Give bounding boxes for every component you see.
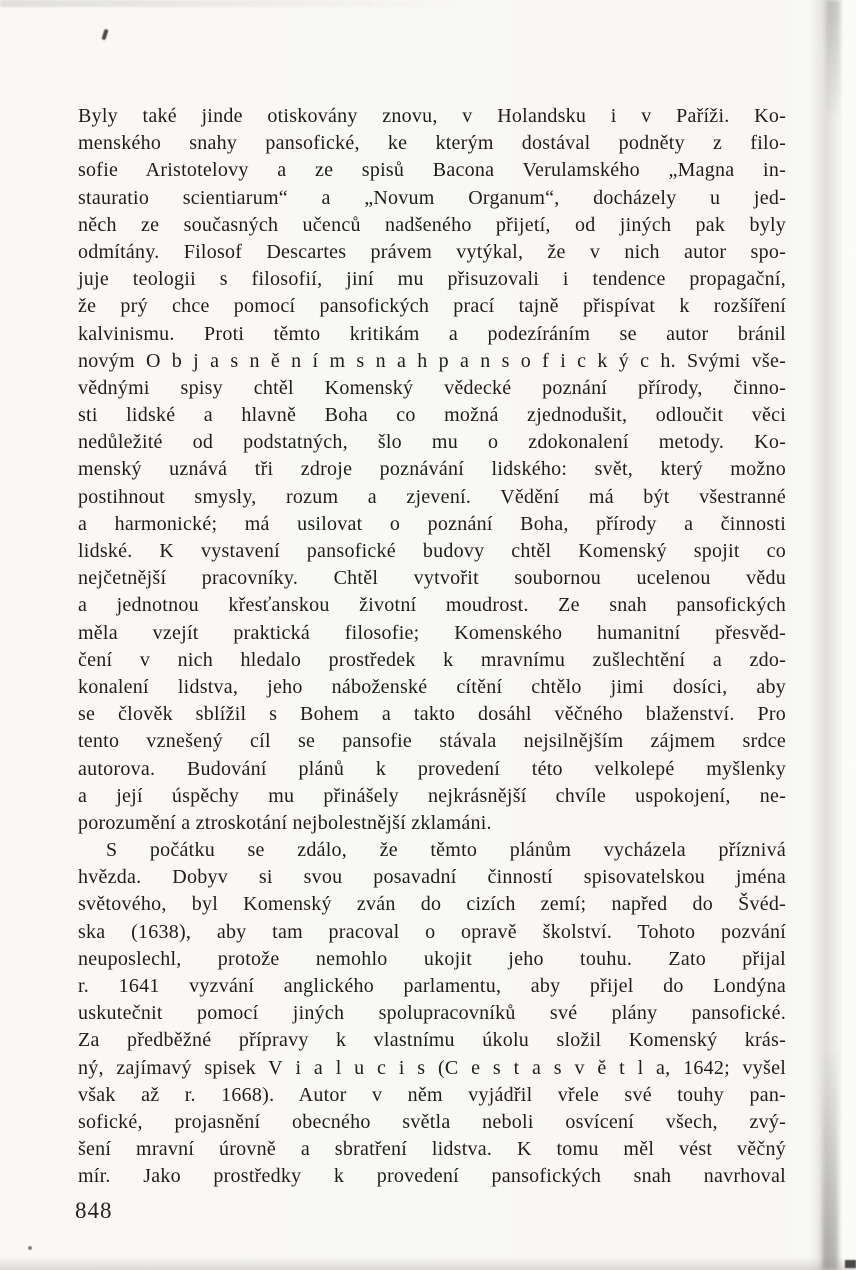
text-line: ný, zajímavý spisek V i a l u c i s (C e s t a s v ě t l a, 1642; vyšel xyxy=(78,1056,786,1079)
ink-speck xyxy=(101,29,108,41)
text-line: a harmonické; má usilovat o poznání Boha, přírody a činnosti xyxy=(78,512,786,535)
text-line: stauratio scientiarum“ a „Novum Organum“, docházely u jed- xyxy=(78,186,786,209)
text-line: kalvinismu. Proti těmto kritikám a podezíráním se autor bránil xyxy=(78,322,786,345)
text-line: něch ze současných učenců nadšeného přijetí, od jiných pak byly xyxy=(78,213,786,236)
page-edge-shadow-bottom xyxy=(822,1050,838,1270)
scan-corner-mark xyxy=(845,1260,856,1268)
text-line: novým O b j a s n ě n í m s n a h p a n s o f i c k ý c h. Svými vše- xyxy=(78,349,786,372)
text-line: sti lidské a hlavně Boha co možná zjednodušit, odloučit věci xyxy=(78,404,786,427)
text-line: měla vzejít praktická filosofie; Komenského humanitní přesvěd- xyxy=(78,621,786,644)
page-number: 848 xyxy=(75,1198,113,1223)
text-line: nedůležité od podstatných, šlo mu o zdokonalení metody. Ko- xyxy=(78,431,786,454)
text-line: se člověk sblížil s Bohem a takto dosáhl věčného blaženství. Pro xyxy=(78,703,786,726)
text-line: mír. Jako prostředky k provedení pansofických snah navrhoval xyxy=(78,1165,786,1188)
text-line: postihnout smysly, rozum a zjevení. Vědění má být všestranné xyxy=(78,485,786,508)
text-line: nejčetnější pracovníky. Chtěl vytvořit soubornou ucelenou vědu xyxy=(78,567,786,590)
text-line: však až r. 1668). Autor v něm vyjádřil vřele své touhy pan- xyxy=(78,1083,786,1106)
scan-edge-bottom xyxy=(0,1257,856,1270)
text-line: neuposlechl, protože nemohlo ukojit jeho touhu. Zato přijal xyxy=(78,947,786,970)
text-line: světového, byl Komenský zván do cizích zemí; napřed do Švéd- xyxy=(78,893,786,916)
text-line: čení v nich hledalo prostředek k mravnímu zušlechtění a zdo- xyxy=(78,648,786,671)
text-line: tento vznešený cíl se pansofie stávala nejsilnějším zájmem srdce xyxy=(78,730,786,753)
text-line: r. 1641 vyzvání anglického parlamentu, aby přijel do Londýna xyxy=(78,975,786,997)
text-line: S počátku se zdálo, že těmto plánům vycházela příznivá xyxy=(106,839,786,862)
ink-speck xyxy=(28,1246,32,1250)
text-line: konalení lidstva, jeho náboženské cítění chtělo jimi dosíci, aby xyxy=(78,675,786,698)
text-line: sofické, projasnění obecného světla neboli osvícení všech, zvý- xyxy=(78,1110,786,1133)
text-line: a její úspěchy mu přinášely nejkrásnější chvíle uspokojení, ne- xyxy=(78,784,786,807)
text-line: vědnými spisy chtěl Komenský vědecké poznání přírody, činno- xyxy=(78,376,786,399)
text-line: Byly také jinde otiskovány znovu, v Holandsku i v Paříži. Ko- xyxy=(78,105,786,127)
text-line: lidské. K vystavení pansofické budovy chtěl Komenský spojit co xyxy=(78,540,786,562)
text-line: menský uznává tři zdroje poznávání lidského: svět, který možno xyxy=(78,458,786,481)
text-line: porozumění a ztroskotání nejbolestnější zklamáni. xyxy=(78,811,492,834)
body-text xyxy=(78,103,786,1191)
text-line: sofie Aristotelovy a ze spisů Bacona Verulamského „Magna in- xyxy=(78,159,786,182)
text-line: juje teologii s filosofií, jiní mu přisuzovali i tendence propagační, xyxy=(78,268,786,291)
text-line: odmítány. Filosof Descartes právem vytýkal, že v nich autor spo- xyxy=(78,240,786,263)
text-line: hvězda. Dobyv si svou posavadní činností spisovatelskou jména xyxy=(78,866,786,889)
page-edge-shadow-top xyxy=(826,0,840,120)
text-line: autorova. Budování plánů k provedení této velkolepé myšlenky xyxy=(78,757,786,780)
text-line: menského snahy pansofické, ke kterým dostával podněty z filo- xyxy=(78,132,786,155)
text-line: šení mravní úrovně a sbratření lidstva. K tomu měl vést věčný xyxy=(78,1138,786,1161)
text-line: uskutečnit pomocí jiných spolupracovníků své plány pansofické. xyxy=(78,1002,786,1025)
text-line: Za předběžné přípravy k vlastnímu úkolu složil Komenský krás- xyxy=(78,1029,786,1052)
text-line: že prý chce pomocí pansofických prací tajně přispívat k rozšíření xyxy=(78,295,786,318)
text-line: a jednotnou křesťanskou životní moudrost. Ze snah pansofických xyxy=(78,594,786,617)
scan-smudge-top xyxy=(0,0,460,7)
text-line: ska (1638), aby tam pracoval o opravě školství. Tohoto pozvání xyxy=(78,920,786,943)
